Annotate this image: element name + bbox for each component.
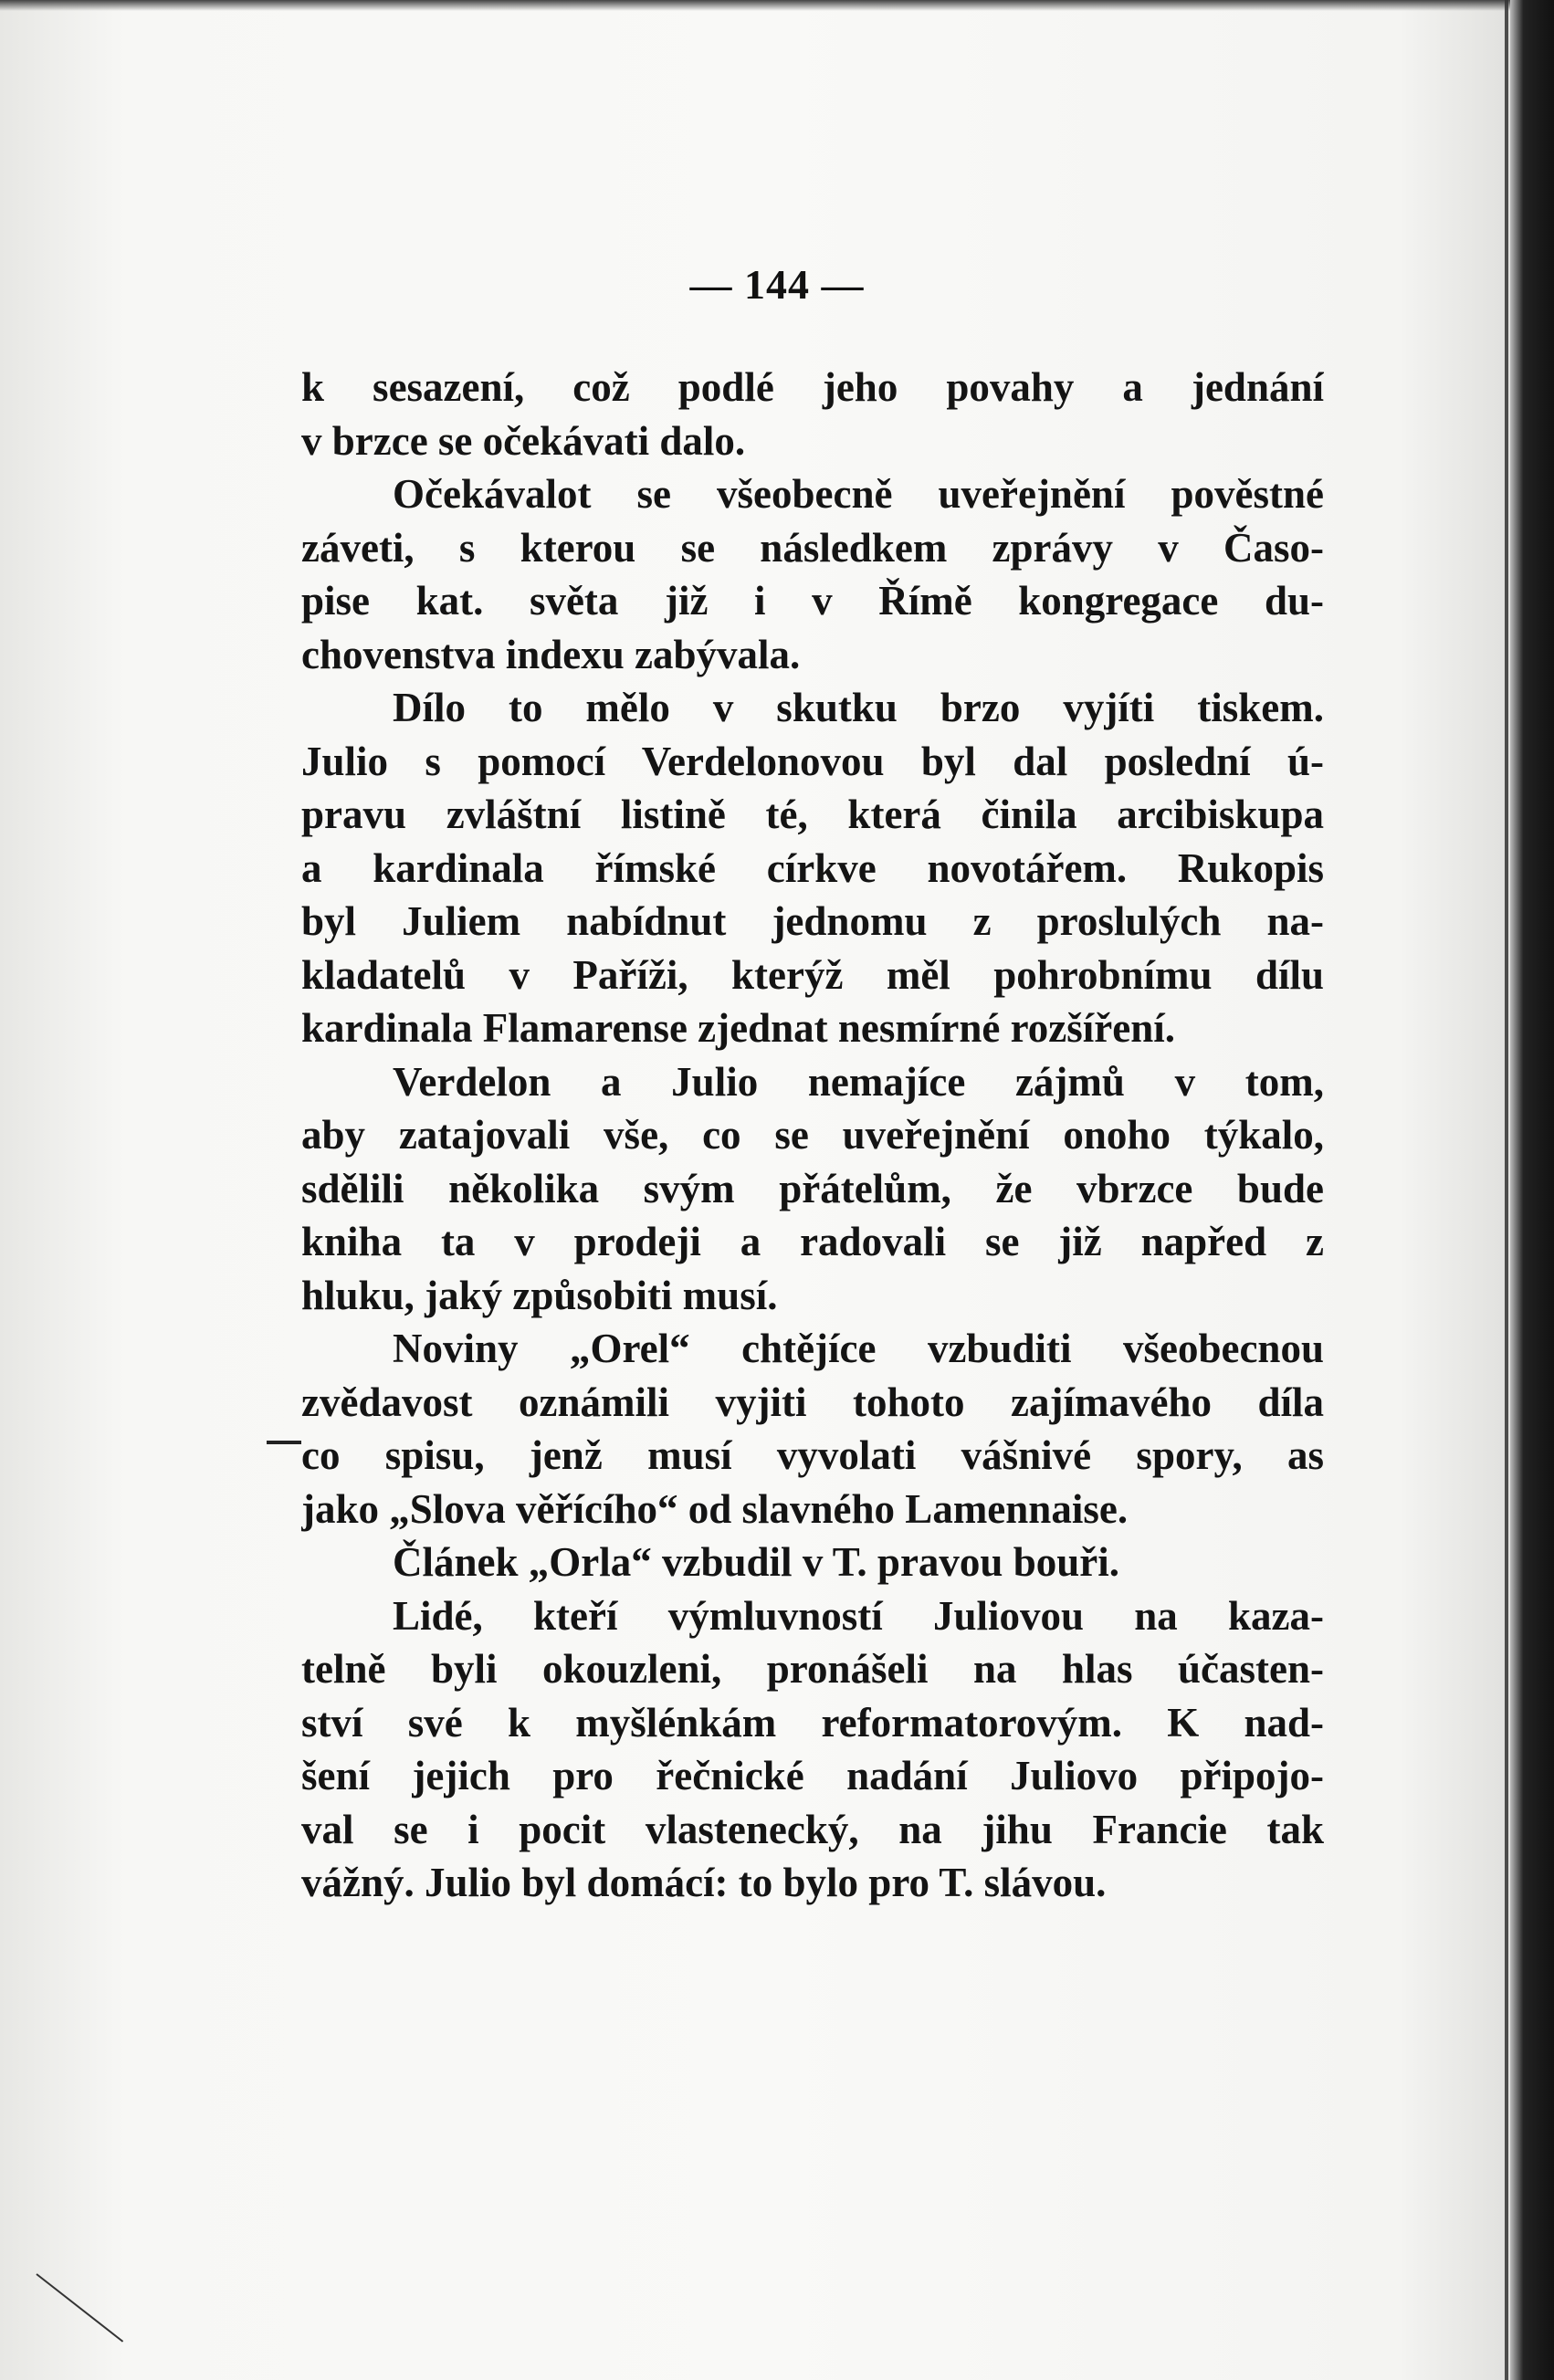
text-line: kardinala Flamarense zjednat nesmírné rozšíření.	[301, 1005, 1175, 1051]
text-line: Očekávalot se všeobecně uveřejnění pověstné	[393, 471, 1324, 517]
binding-edge	[1510, 0, 1554, 2380]
text-line: val se i pocit vlastenecký, na jihu Francie tak	[301, 1806, 1324, 1852]
text-line: Noviny „Orel“ chtějíce vzbuditi všeobecnou	[393, 1326, 1324, 1371]
text-line: a kardinala římské církve novotářem. Rukopis	[301, 844, 1324, 891]
text-line: Verdelon a Julio nemajíce zájmů v tom,	[393, 1058, 1324, 1105]
text-line: Lidé, kteří výmluvností Juliovou na kaza-	[393, 1592, 1324, 1639]
text-line: k sesazení, což podlé jeho povahy a jednání	[301, 364, 1324, 410]
text-line: pise kat. světa již i v Římě kongregace du-	[301, 578, 1324, 624]
text-line: záveti, s kterou se následkem zprávy v Časo-	[301, 524, 1324, 571]
text-line: byl Juliem nabídnut jednomu z proslulých na-	[301, 898, 1324, 944]
text-line: Dílo to mělo v skutku brzo vyjíti tiskem.	[393, 685, 1324, 730]
text-line: pravu zvláštní listině té, která činila arcibiskupa	[301, 792, 1324, 837]
text-line: hluku, jaký způsobiti musí.	[301, 1272, 778, 1318]
text-line: kladatelů v Paříži, kterýž měl pohrobnímu dílu	[301, 951, 1324, 998]
text-line: zvědavost oznámili vyjiti tohoto zajímavého díla	[301, 1379, 1324, 1425]
text-line: aby zatajovali vše, co se uveřejnění onoho týkalo,	[301, 1112, 1324, 1158]
text-line: ství své k myšlénkám reformatorovým. K nad-	[301, 1699, 1324, 1746]
text-line: vážný. Julio byl domácí: to bylo pro T. slávou.	[301, 1860, 1107, 1905]
page-corner-fold	[36, 2273, 123, 2342]
page-number: — 144 —	[689, 261, 865, 308]
text-line: chovenstva indexu zabývala.	[301, 631, 801, 677]
text-line: sdělili několika svým přátelům, že vbrzce bude	[301, 1165, 1324, 1211]
body-text	[301, 361, 1324, 1910]
text-line: v brzce se očekávati dalo.	[301, 417, 746, 464]
text-line: Julio s pomocí Verdelonovou byl dal poslední ú-	[301, 738, 1324, 784]
text-line: jako „Slova věřícího“ od slavného Lamennaise.	[301, 1485, 1129, 1532]
binding-gutter-line	[1505, 0, 1508, 2380]
margin-dash-mark	[267, 1441, 301, 1444]
scan-top-shadow	[0, 0, 1554, 11]
text-line: kniha ta v prodeji a radovali se již napřed z	[301, 1219, 1324, 1264]
text-line: šení jejich pro řečnické nadání Juliovo připojo-	[301, 1753, 1324, 1798]
text-line: telně byli okouzleni, pronášeli na hlas účasten-	[301, 1646, 1324, 1692]
text-line: co spisu, jenž musí vyvolati vášnivé spory, as	[301, 1432, 1324, 1478]
text-line: Článek „Orla“ vzbudil v T. pravou bouři.	[393, 1539, 1119, 1585]
